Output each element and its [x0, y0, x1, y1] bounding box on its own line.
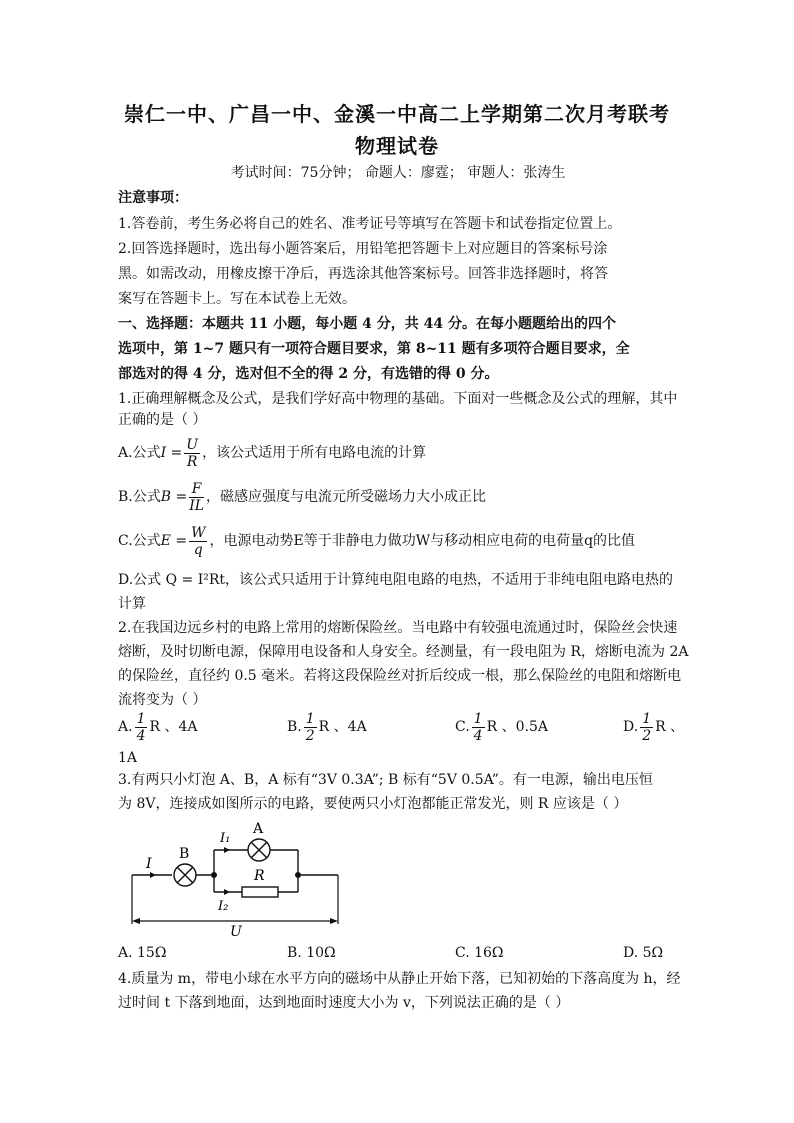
q2-option-d [623, 708, 684, 746]
label-resistor-r: R [254, 868, 265, 884]
fraction-denominator: R [186, 453, 198, 470]
label-lamp-b: B [179, 846, 190, 862]
option-prefix: C. [455, 719, 470, 735]
current-arrow [224, 847, 230, 853]
section-intro-line: 选项中，第 1~7 题只有一项符合题目要求，第 8~11 题有多项符合题目要求，全 [118, 341, 630, 357]
fraction-denominator: 2 [305, 727, 315, 744]
fraction-denominator: 2 [642, 727, 652, 744]
formula-lhs: E = [160, 533, 188, 549]
q3-stem: 为 8V，连接成如图所示的电路，要使两只小灯泡都能正常发光，则 R 应该是（ ） [118, 796, 628, 812]
fraction-numerator: F [189, 481, 204, 498]
fraction [189, 525, 207, 558]
notes-line: 案写在答题卡上。写在本试卷上无效。 [118, 291, 356, 307]
q1-option-d-wrap: 计算 [118, 596, 146, 612]
q1-option-d: D.公式 Q = I²Rt，该公式只适用于计算纯电阻电路的电热，不适用于非纯电阻电路电热的 [118, 572, 674, 588]
exam-subtitle: 物理试卷 [355, 134, 439, 158]
fraction-numerator: W [191, 524, 206, 541]
q2-option-d-wrap: 1A [118, 750, 138, 766]
q3-option-b: B. 10Ω [287, 945, 336, 961]
option-text: R 、0.5A [486, 719, 548, 735]
notes-heading: 注意事项： [118, 190, 188, 206]
option-text: ，该公式适用于所有电路电流的计算 [202, 445, 427, 461]
option-text: ，电源电动势E等于非静电力做功W与移动相应电荷的电荷量q的比值 [209, 533, 636, 549]
formula-lhs: I = [160, 445, 183, 461]
option-prefix: C.公式 [118, 533, 161, 549]
q1-stem: 正确的是（ ） [118, 412, 207, 428]
q4-stem: 过时间 t 下落到地面，达到地面时速度大小为 v，下列说法正确的是（ ） [118, 995, 570, 1011]
current-arrow [150, 872, 156, 878]
q1-option-c [118, 522, 678, 560]
q3-option-c: C. 16Ω [455, 945, 504, 961]
q3-option-d: D. 5Ω [623, 945, 664, 961]
section-intro-line: 一、选择题：本题共 11 小题，每小题 4 分，共 44 分。在每小题题给出的四个 [118, 316, 616, 332]
option-prefix: B.公式 [118, 489, 161, 505]
exam-title: 崇仁一中、广昌一中、金溪一中高二上学期第二次月考联考 [124, 102, 670, 126]
q2-stem: 2.在我国边远乡村的电路上常用的熔断保险丝。当电路中有较强电流通过时，保险丝会快速 [118, 620, 678, 636]
circuit-diagram [128, 818, 348, 938]
notes-line: 1.答卷前，考生务必将自己的姓名、准考证号等填写在答题卡和试卷指定位置上。 [118, 216, 622, 232]
exam-info: 考试时间：75分钟； 命题人：廖霆； 审题人：张涛生 [230, 165, 566, 181]
fraction [189, 481, 204, 514]
fraction-numerator: 1 [136, 710, 146, 727]
q2-stem: 熔断，及时切断电源，保障用电设备和人身安全。经测量，有一段电阻为 R，熔断电流为 2A [118, 644, 689, 660]
q2-stem: 流将变为（ ） [118, 692, 207, 708]
option-prefix: A. [118, 719, 133, 735]
fraction [640, 711, 653, 744]
fraction-numerator: U [186, 436, 199, 453]
formula-lhs: B = [160, 489, 188, 505]
option-prefix: A.公式 [118, 445, 161, 461]
voltage-arrow-left [132, 918, 140, 924]
q2-stem: 的保险丝，直径约 0.5 毫米。若将这段保险丝对折后绞成一根，那么保险丝的电阻和熔断电 [118, 668, 682, 684]
q3-option-a: A. 15Ω [118, 945, 167, 961]
q4-stem: 4.质量为 m，带电小球在水平方向的磁场中从静止开始下落，已知初始的下落高度为 h，经 [118, 971, 681, 987]
q2-option-a [118, 708, 198, 746]
fraction [184, 437, 200, 470]
voltage-arrow-right [330, 918, 338, 924]
fraction-denominator: 4 [473, 727, 483, 744]
current-arrow [224, 889, 230, 895]
fraction-denominator: IL [189, 497, 205, 514]
fraction-numerator: 1 [473, 710, 483, 727]
q1-stem: 1.正确理解概念及公式，是我们学好高中物理的基础。下面对一些概念及公式的理解，其中 [118, 391, 678, 407]
fraction [135, 711, 148, 744]
fraction-numerator: 1 [642, 710, 652, 727]
label-current-i1: I₁ [220, 831, 231, 846]
fraction [472, 711, 485, 744]
option-text: R 、4A [318, 719, 367, 735]
option-text: R 、 [655, 719, 685, 735]
q2-option-c [455, 708, 548, 746]
q1-option-a [118, 434, 678, 472]
label-lamp-a: A [253, 821, 264, 837]
fraction-denominator: q [193, 541, 203, 558]
label-current-i: I [146, 856, 152, 872]
option-prefix: B. [287, 719, 302, 735]
option-prefix: D. [623, 719, 639, 735]
option-text: ，磁感应强度与电流元所受磁场力大小成正比 [206, 489, 487, 505]
q1-option-b [118, 478, 678, 516]
fraction-numerator: 1 [305, 710, 315, 727]
option-text: R 、4A [149, 719, 198, 735]
label-voltage-u: U [230, 924, 242, 938]
label-current-i2: I₂ [218, 899, 229, 914]
q3-stem: 3.有两只小灯泡 A、B，A 标有“3V 0.3A”; B 标有“5V 0.5A”。有一电源，输出电压恒 [118, 772, 653, 788]
q2-option-b [287, 708, 367, 746]
notes-line: 2.回答选择题时，选出每小题答案后，用铅笔把答题卡上对应题目的答案标号涂 [118, 241, 608, 257]
notes-line: 黑。如需改动，用橡皮擦干净后，再选涂其他答案标号。回答非选择题时，将答 [118, 266, 608, 282]
fraction [304, 711, 317, 744]
resistor-r [242, 887, 278, 897]
fraction-denominator: 4 [136, 727, 146, 744]
section-intro-line: 部选对的得 4 分，选对但不全的得 2 分，有选错的得 0 分。 [118, 366, 499, 382]
